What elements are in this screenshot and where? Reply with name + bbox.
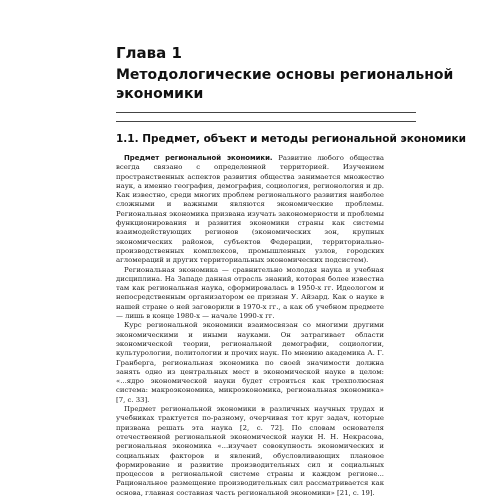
section-rule-top: [116, 112, 416, 113]
paragraph: [116, 321, 384, 405]
paragraph: [116, 154, 384, 266]
paragraph-text: Предмет региональной экономики в различных научных трудах и учебниках трактуется по-разному, очерчивая тот круг задач, которые призвана решать эта наука [2, с. 72]. По словам основателя отечественной региональной экономической науки Н. Н. Некрасова, региональная экономика «...изучает совокупность экономических и социальных факторов и явлений, обусловливающих плановое формирование и развитие производительных сил и социальных процессов в региональной системе страны и каждом регионе... Рациональное размещение производительных сил рассматривается как основа, главная составная часть региональной экономики» [21, с. 19].: [116, 405, 384, 497]
section-title: 1.1. Предмет, объект и методы региональной экономики: [116, 133, 466, 145]
paragraph-text: Курс региональной экономики взаимосвязан со многими другими экономическими и иными науками. Он затрагивает области экономической теории, региональной демографии, социологии, культурологии, политологии и прочих наук. По мнению академика А. Г. Гранберга, региональная экономика по своей значимости должна занять одно из центральных мест в экономической науке в целом: «...ядро экономической науки будет строиться как трехполюсная система: макроэкономика, микроэкономика, региональная экономика» [7, с. 33].: [116, 321, 384, 404]
chapter-title: Методологические основы региональной экономики: [116, 67, 454, 102]
paragraph-text: Развитие любого общества всегда связано с определенной территорией. Изучением пространственных аспектов развития общества занимается множество наук, а именно география, демография, социология, регионология и др. Как известно, среди многих проблем регионального развития наиболее сложными и важными являются экономические проблемы. Региональная экономика призвана изучать закономерности и проблемы функционирования и развития экономики страны как системы взаимодействующих регионов (экономических зон, крупных экономических районов, субъектов Федерации, территориально-производственных комплексов, промышленных узлов, городских агломераций и других территориальных экономических подсистем).: [116, 154, 384, 265]
section-rule-bottom: [116, 121, 416, 122]
paragraph: [116, 405, 384, 498]
body-text: [116, 154, 384, 498]
paragraph: [116, 266, 384, 322]
paragraph-text: Региональная экономика — сравнительно молодая наука и учебная дисциплина. На Западе данная отрасль знаний, которая более известна там как региональная наука, сформировалась в 1950-х гг. Идеологом и непосредственным организатором ее признан У. Айзард. Как о науке в нашей стране о ней заговорили в 1970-х гг., а как об учебном предмете — лишь в конце 1980-х — начале 1990-х гг.: [116, 265, 384, 321]
chapter-label: Глава 1: [116, 44, 182, 62]
paragraph-lead: Предмет региональной экономики.: [124, 154, 273, 162]
